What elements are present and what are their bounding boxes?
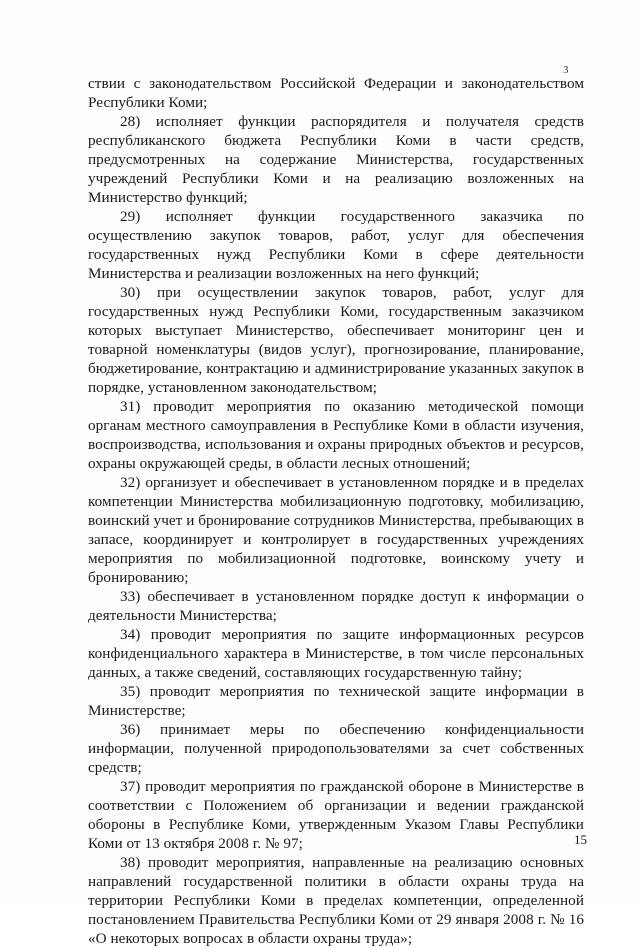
paragraph-item-38: 38) проводит мероприятия, направленные на реализацию основных направлений государственной политики в области охраны труда на территории Республики Коми в пределах компетенции, определенной постановлением Правительства Республики Коми от 29 января 2008 г. № 16 «О некоторых вопросах в области охраны труда»;	[88, 854, 584, 947]
paragraph-item-33: 33) обеспечивает в установленном порядке доступ к информации о деятельности Министерства;	[88, 588, 584, 624]
paragraph-item-30: 30) при осуществлении закупок товаров, работ, услуг для государственных нужд Республики Коми, государственным заказчиком которых выступает Министерство, обеспечивает мониторинг цен и товарной номенклатуры (видов услуг), прогнозирование, планирование, бюджетирование, контрактацию и администрирование указанных закупок в порядке, установленном законодательством;	[88, 284, 584, 396]
paragraph-item-31: 31) проводит мероприятия по оказанию методической помощи органам местного самоуправления в Республике Коми в области изучения, воспроизводства, использования и охраны природных объектов и ресурсов, охраны окружающей среды, в области лесных отношений;	[88, 398, 584, 472]
paragraph-item-29: 29) исполняет функции государственного заказчика по осуществлению закупок товаров, работ, услуг для обеспечения государственных нужд Республики Коми в сфере деятельности Министерства и реализации возложенных на него функций;	[88, 208, 584, 282]
paragraph-item-28: 28) исполняет функции распорядителя и получателя средств республиканского бюджета Республики Коми в части средств, предусмотренных на содержание Министерства, государственных учреждений Республики Коми и на реализацию возложенных на Министерство функций;	[88, 113, 584, 206]
page-number: 15	[574, 832, 587, 847]
document-body	[88, 74, 584, 948]
paragraph-item-36: 36) принимает меры по обеспечению конфиденциальности информации, полученной природопользователями за счет собственных средств;	[88, 721, 584, 776]
corner-mark: 3	[563, 64, 569, 76]
paragraph-item-34: 34) проводит мероприятия по защите информационных ресурсов конфиденциального характера в Министерстве, в том числе персональных данных, а также сведений, составляющих государственную тайну;	[88, 626, 584, 681]
paragraph-item-32: 32) организует и обеспечивает в установленном порядке и в пределах компетенции Министерства мобилизационную подготовку, мобилизацию, воинский учет и бронирование сотрудников Министерства, пребывающих в запасе, координирует и контролирует в государственных учреждениях мероприятия по мобилизационной подготовке, воинскому учету и бронированию;	[88, 474, 584, 586]
paragraph-item-37: 37) проводит мероприятия по гражданской обороне в Министерстве в соответствии с Положением об организации и ведении гражданской обороны в Республике Коми, утвержденным Указом Главы Республики Коми от 13 октября 2008 г. № 97;	[88, 778, 584, 852]
paragraph-continuation: ствии с законодательством Российской Федерации и законодательством Республики Коми;	[88, 75, 584, 111]
paragraph-item-35: 35) проводит мероприятия по технической защите информации в Министерстве;	[88, 683, 584, 719]
